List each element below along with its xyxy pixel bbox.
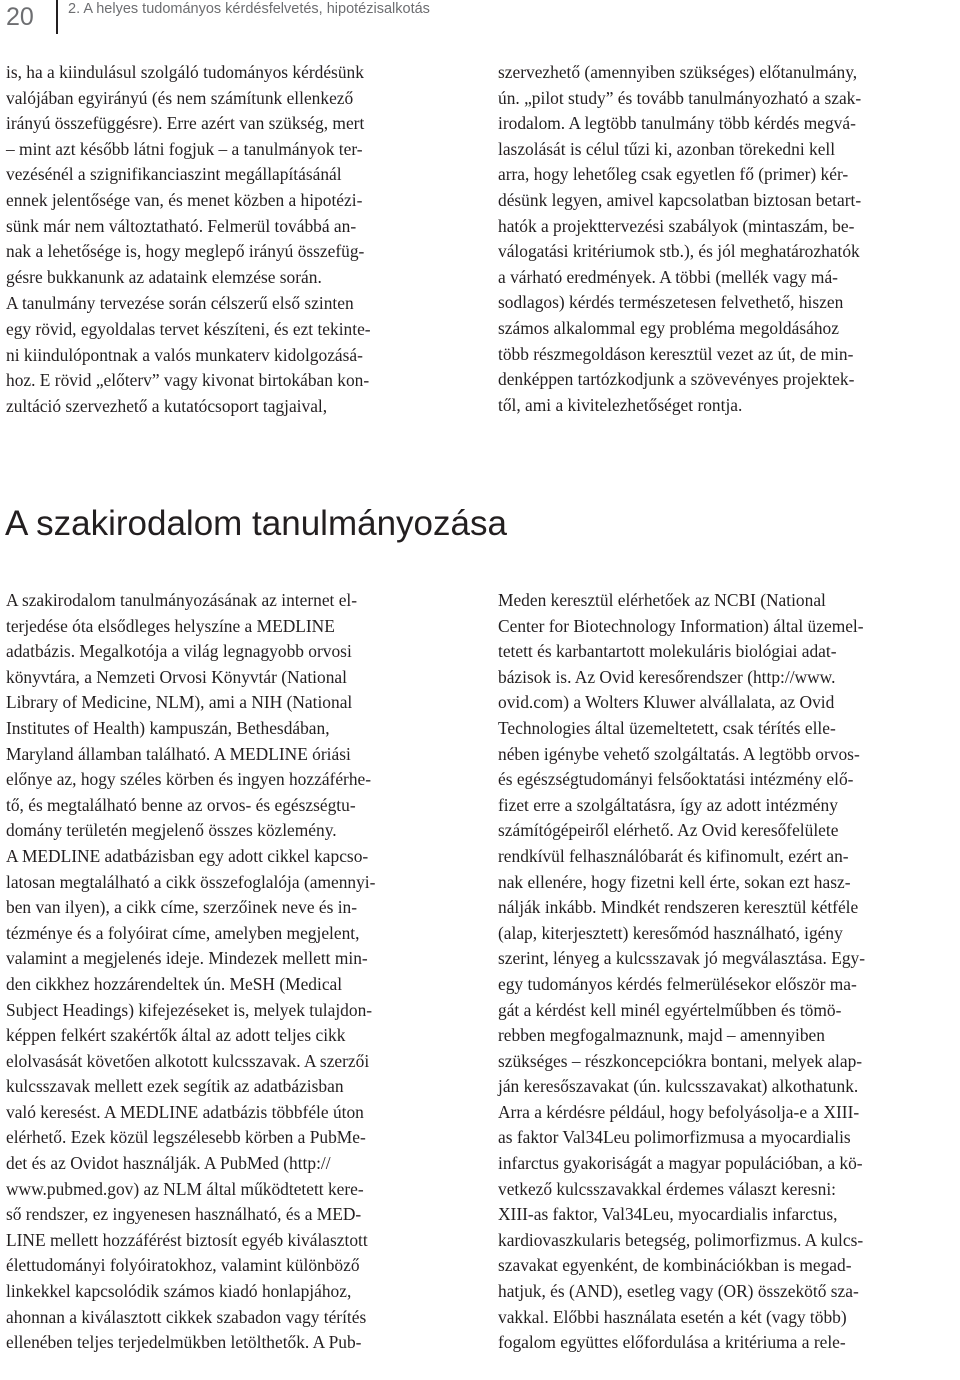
paragraph: A szakirodalom tanulmányozásának az internet el- terjedése óta elsődleges helyszíne a MEDLINE adatbázis. Megalkotója a világ legnagyobb orvosi könyvtára, a Nemzeti Orvosi Könyvtár (National Library of Medicine, NLM), ami a NIH (National Institutes of Health) kampuszán, Bethesdában, Maryland államban található. A MEDLINE óriási előnye az, hogy széles körben és ingyen hozzáférhe- tő, és megtalálható benne az orvos- és egészségtu- domány területén megjelenő összes közlemény. A MEDLINE adatbázisban egy adott cikkel kapcso- latosan megtalálható a cikk összefoglalója (amennyi- ben van ilyen), a cikk címe, szerzőinek neve és in- tézménye és a folyóirat címe, amelyben megjelent, valamint a megjelenés ideje. Mindezek mellett min- den cikkhez hozzárendeltek ún. MeSH (Medical Subject Headings) kifejezéseket is, melyek tulajdon- képpen felkért szakértők által az adott teljes cikk elolvasását követően alkotott kulcsszavak. A szerzői kulcsszavak mellett ezek segítik az adatbázisban való keresést. A MEDLINE adatbázis többféle úton elérhető. Ezek közül legszélesebb körben a PubMe- det és az Ovidot használják. A PubMed (http:// www.pubmed.gov) az NLM által működtetett kere- ső rendszer, ez ingyenesen használható, és a MED- LINE mellett hozzáférést biztosít egyéb kiválasztott élettudományi folyóiratokhoz, valamint különböző linkekkel kapcsolódik számos kiadó honlapjához, ahonnan a kiválasztott cikkek szabadon vagy térítés ellenében teljes terjedelmükben letölthetők. A Pub- — [6, 590, 376, 1353]
page-number: 20 — [6, 3, 34, 31]
section-heading: A szakirodalom tanulmányozása — [5, 504, 507, 543]
running-head: 2. A helyes tudományos kérdésfelvetés, hipotézisalkotás — [68, 1, 430, 17]
page-header — [0, 0, 960, 36]
section-left-column — [6, 588, 464, 1356]
paragraph: szervezhető (amennyiben szükséges) előtanulmány, ún. „pilot study” és tovább tanulmányozható a szak- irodalom. A legtöbb tanulmány több kérdés megvá- laszolását is célul tűzi ki, azonban törekedni kell arra, hogy lehetőleg csak egyetlen fő (primer) kér- désünk legyen, amivel kapcsolatban biztosan betart- hatók a projekttervezési szabályok (mintaszám, be- válogatási kritériumok stb.), és jól meghatározhatók a várható eredmények. A többi (mellék vagy má- sodlagos) kérdés természetesen felvethető, hiszen számos alkalommal egy probléma megoldásához több részmegoldáson keresztül vezet az út, de min- denképpen tartózkodjunk a szövevényes projektek- től, ami a kivitelezhetőséget rontja. — [498, 62, 862, 415]
paragraph: A tanulmány tervezése során célszerű első szinten egy rövid, egyoldalas tervet készíteni, és ezt tekinte- ni kiindulópontnak a valós munkaterv kidolgozásá- hoz. E rövid „előterv” vagy kivonat birtokában kon- zultáció szervezhető a kutatócsoport tagjaival, — [6, 293, 371, 416]
top-left-column — [6, 60, 464, 419]
paragraph: is, ha a kiindulásul szolgáló tudományos kérdésünk valójában egyirányú (és nem számítunk ellenkező irányú összefüggésre). Erre azért van szükség, mert – mint azt később látni fogjuk – a tanulmányok ter- vezésénél a szignifikanciaszint megállapításánál ennek jelentősége van, és menet közben a hipotézi- sünk már nem változtatható. Felmerül továbbá an- nak a lehetősége is, hogy meglepő irányú összefüg- gésre bukkanunk az adataink elemzése során. — [6, 62, 365, 287]
paragraph: Meden keresztül elérhetőek az NCBI (National Center for Biotechnology Information) által üzemel- tetett és karbantartott molekuláris biológiai adat- bázisok is. Az Ovid keresőrendszer (http://www. ovid.com) a Wolters Kluwer alvállalata, az Ovid Technologies által üzemeltetett, csak térítés elle- nében igénybe vehető szolgáltatás. A legtöbb orvos- és egészségtudományi felsőoktatási intézmény elő- fizet erre a szolgáltatásra, így az adott intézmény számítógépeiről elérhető. Az Ovid keresőfelülete rendkívül felhasználóbarát és kifinomult, ezért an- nak ellenére, hogy fizetni kell érte, sokan ezt hasz- nálják inkább. Mindkét rendszeren keresztül kétféle (alap, kiterjesztett) keresőmód használható, igény szerint, lényeg a kulcsszavak jó megválasztása. Egy- egy tudományos kérdés felmerülésekor először ma- gát a kérdést kell minél egyértelműbben és tömö- rebben megfogalmaznunk, majd – amennyiben szükséges – részkoncepciókra bontani, melyek alap- ján keresőszavakat (ún. kulcsszavakat) alkothatunk. Arra a kérdésre például, hogy befolyásolja-e a XIII- as faktor Val34Leu polimorfizmusa a myocardialis infarctus gyakoriságát a magyar populációban, a kö- vetkező kulcsszavakkal érdemes választ keresni: XIII-as faktor, Val34Leu, myocardialis infarctus, kardiovaszkularis betegség, polimorfizmus. A kulcs- szavakat egyenként, de kombinációkban is megad- hatjuk, és (AND), esetleg vagy (OR) összekötő sza- vakkal. Előbbi használata esetén a két (vagy több) fogalom együttes előfordulása a kritériuma a rele- — [498, 590, 865, 1353]
section-right-column — [498, 588, 956, 1356]
header-divider — [56, 0, 58, 34]
top-right-column — [498, 60, 956, 418]
